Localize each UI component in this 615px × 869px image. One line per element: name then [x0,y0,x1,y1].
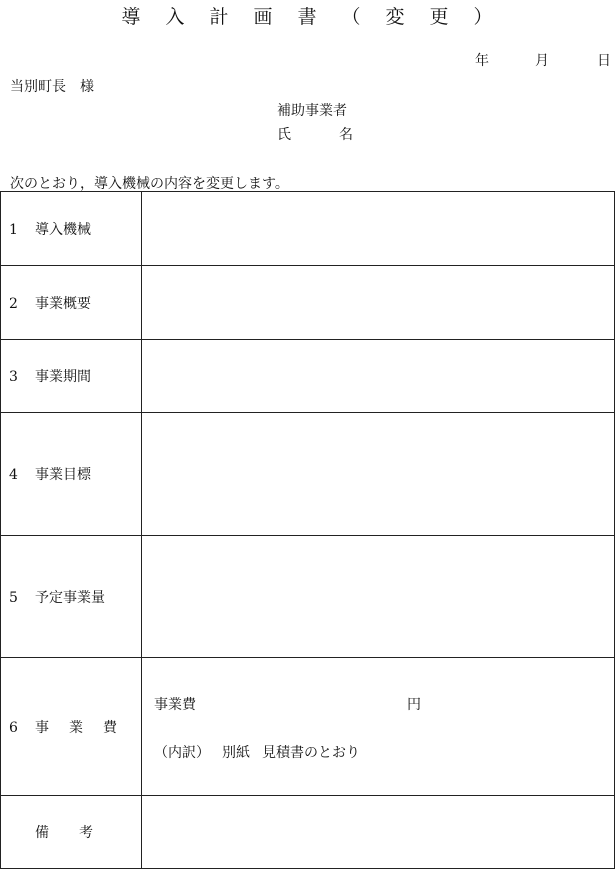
date-day: 日 [597,53,611,69]
name-label-first: 氏 [277,127,291,143]
volume-field[interactable] [142,536,615,658]
cost-breakdown [154,742,614,762]
row-number: 4 [9,467,18,483]
row-number: 6 [9,719,18,736]
document-title [0,2,615,29]
machinery-field[interactable] [142,192,615,266]
table-row [1,796,615,869]
row-label-overview [1,266,142,340]
row-label-text: 事業概要 [35,295,91,312]
row-label-target [1,413,142,536]
breakdown-ref: 別紙 [222,744,250,761]
table-row [1,340,615,413]
plan-table [0,191,615,869]
name-label [277,124,353,144]
date-month: 月 [535,53,549,69]
row-label-period [1,340,142,413]
period-field[interactable] [142,340,615,413]
title-char: 入 [165,6,186,28]
table-row [1,536,615,658]
cost-line [154,694,614,714]
row-label-text: 事業期間 [35,369,91,385]
cost-label: 事業費 [154,696,196,713]
table-row [1,266,615,340]
overview-field[interactable] [142,266,615,340]
intro-text: 次のとおり，導入機械の内容を変更します。 [10,176,289,192]
table-row [1,192,615,266]
row-label-volume [1,536,142,658]
label-char: 考 [79,825,93,841]
row-label-text [35,720,117,736]
applicant-label: 補助事業者 [277,103,347,119]
remarks-field[interactable] [142,796,615,869]
row-label-text: 導入機械 [35,221,91,238]
addressee: 当別町長 様 [10,79,94,95]
title-char: 変 [385,6,406,28]
title-char: ） [473,6,494,28]
row-number: 1 [9,221,18,238]
row-label-machinery [1,192,142,266]
label-char: 備 [35,825,49,841]
label-char: 事 [35,719,49,736]
name-label-second: 名 [339,127,353,143]
row-label-text: 予定事業量 [35,589,105,606]
title-char: 書 [297,6,318,28]
breakdown-text: 見積書のとおり [262,744,360,761]
title-char: 計 [209,6,230,28]
row-number: 2 [9,295,18,312]
row-label-remarks [1,796,142,869]
title-char: 導 [121,6,142,28]
table-row [1,413,615,536]
target-field[interactable] [142,413,615,536]
date-line [475,50,611,70]
breakdown-prefix: （内訳） [154,744,210,761]
row-label-text: 事業目標 [35,467,91,483]
label-char: 費 [103,719,117,736]
title-char: 更 [429,6,450,28]
label-char: 業 [69,719,83,736]
table-row [1,658,615,796]
title-char: 画 [253,6,274,28]
title-char: （ [341,6,362,28]
date-year: 年 [475,53,489,69]
row-number: 3 [9,369,18,385]
cost-unit: 円 [407,696,421,713]
row-label-cost [1,658,142,796]
cost-field[interactable] [142,658,615,796]
row-number: 5 [9,589,18,606]
